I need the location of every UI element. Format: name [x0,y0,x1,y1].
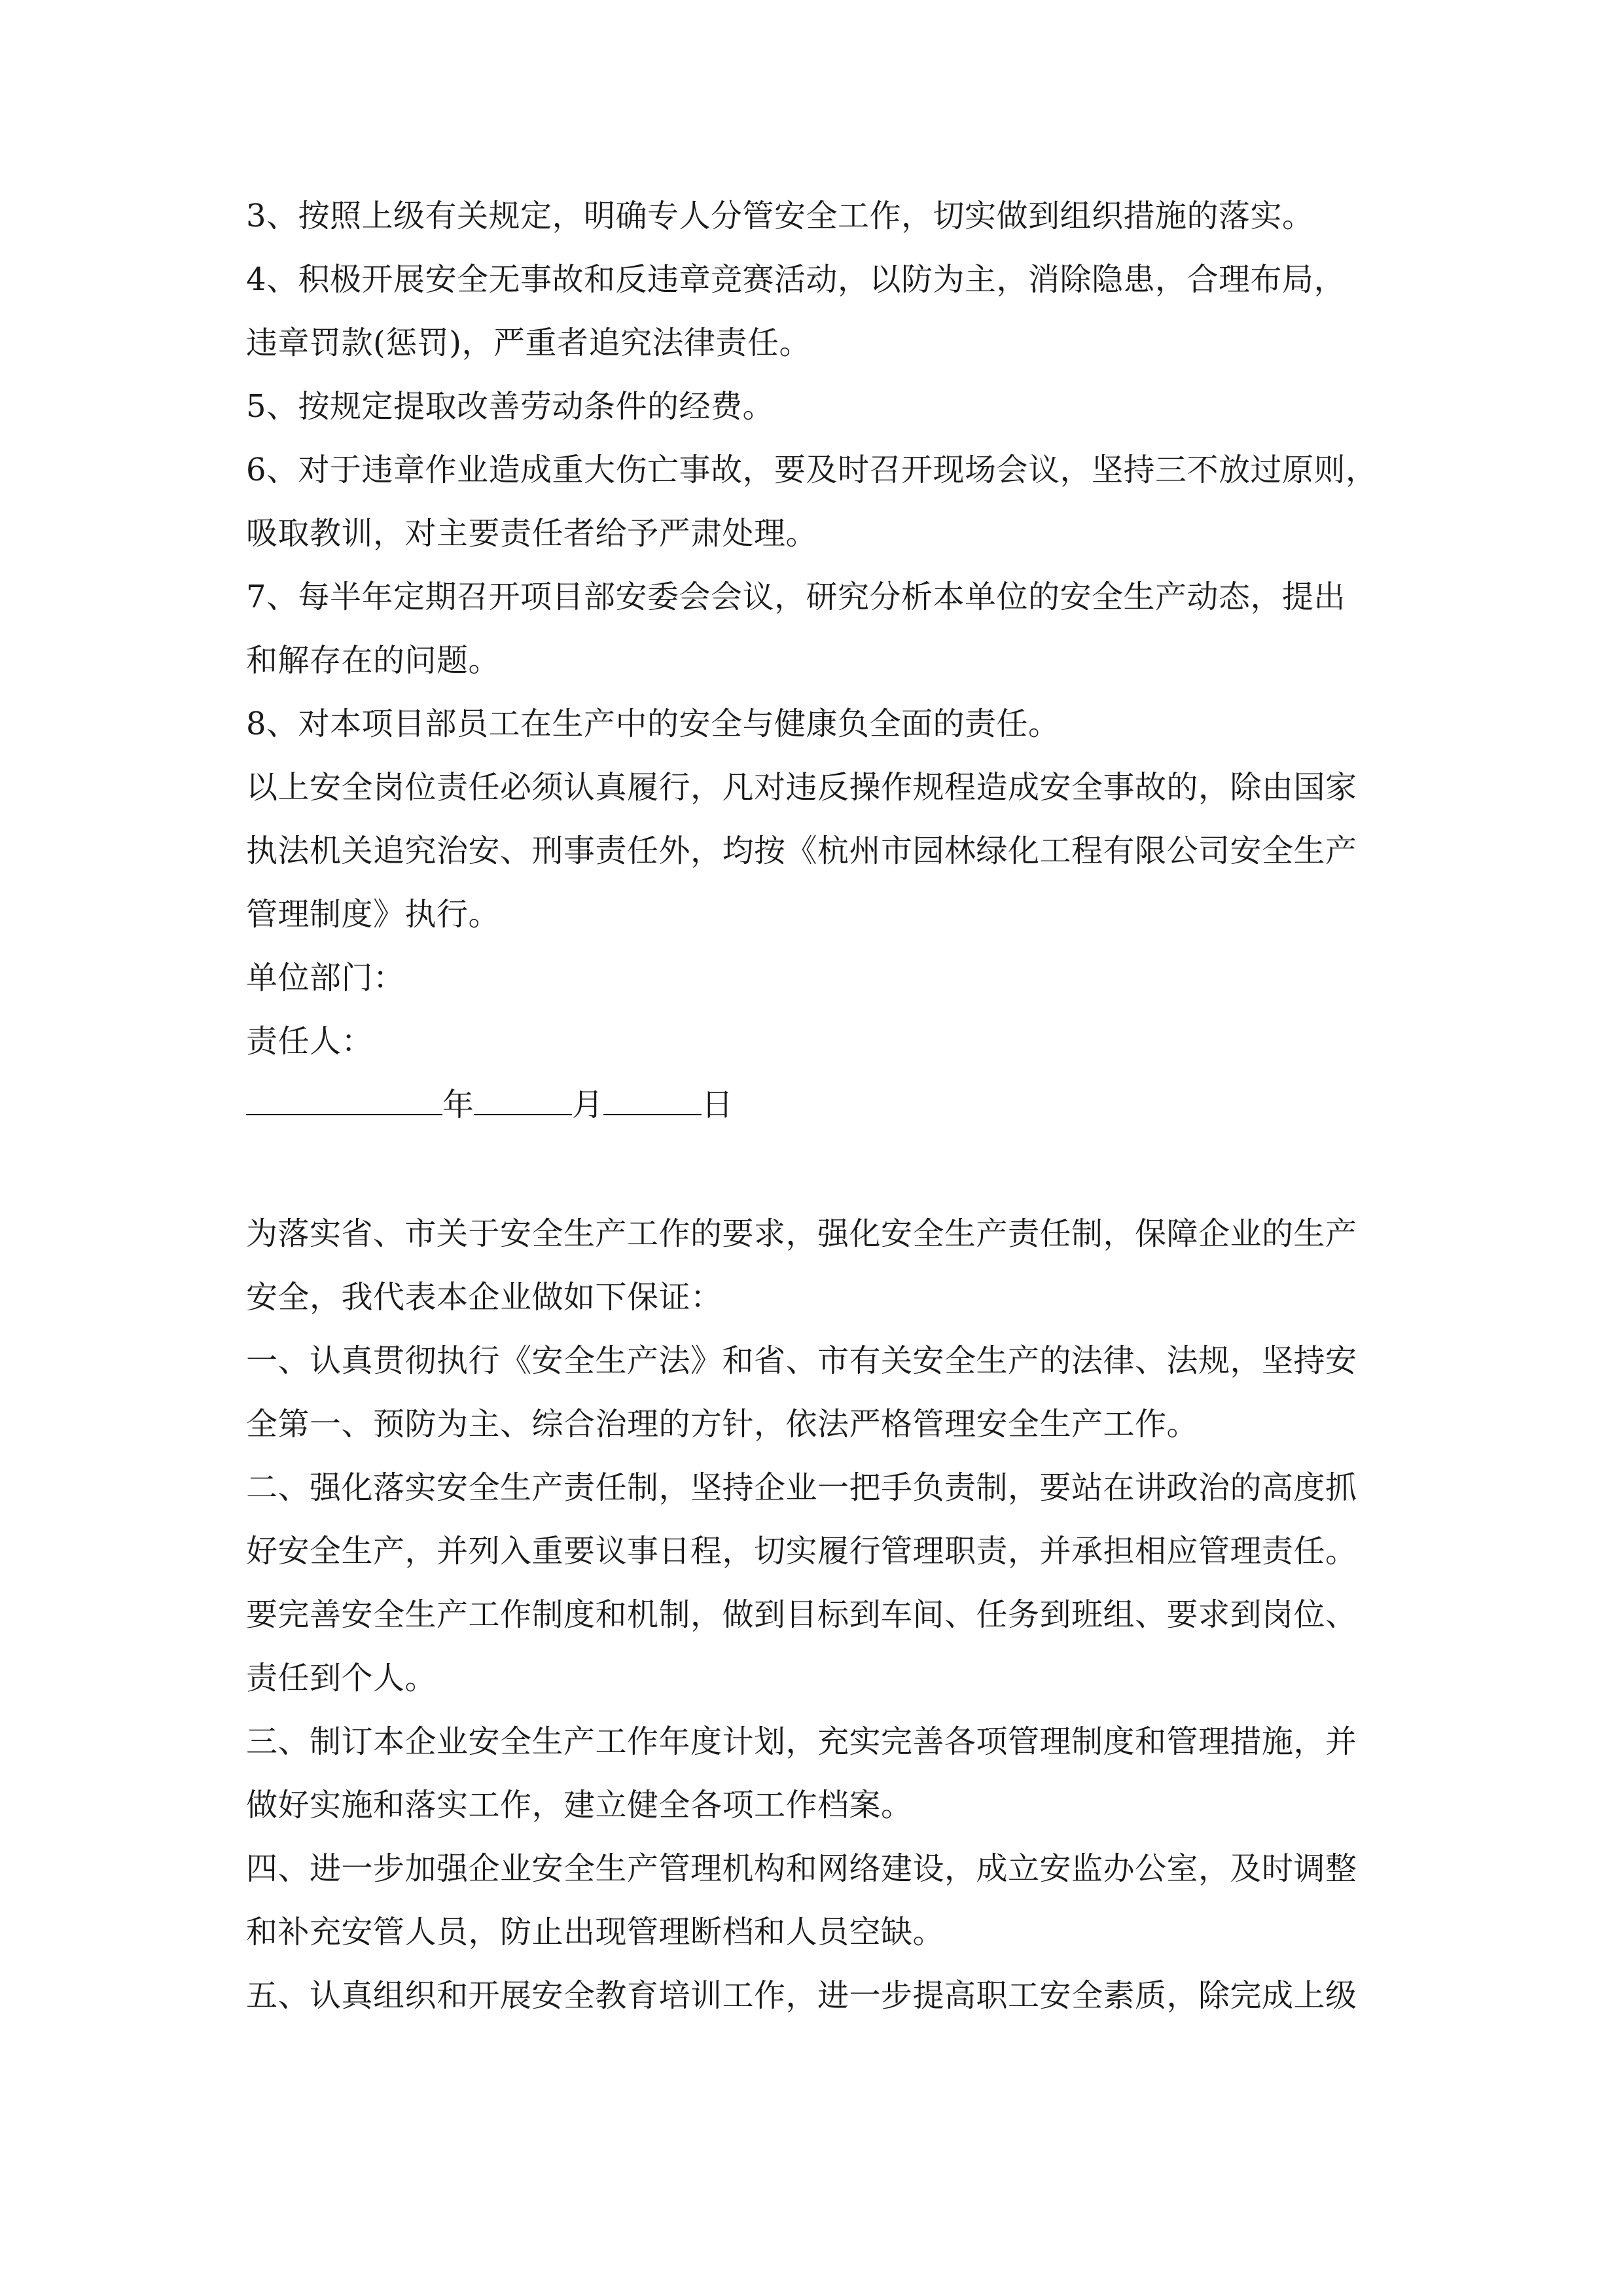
department-label: 单位部门： [246,960,405,996]
text-line: 违章罚款(惩罚)，严重者追究法律责任。 [246,325,811,361]
text-line: 4、积极开展安全无事故和反违章竞赛活动，以防为主，消除隐患，合理布局， [246,261,1346,298]
text-line: 7、每半年定期召开项目部安委会会议，研究分析本单位的安全生产动态，提出 [246,579,1346,615]
text-line: 3、按照上级有关规定，明确专人分管安全工作，切实做到组织措施的落实。 [246,198,1314,234]
text-line: 全第一、预防为主、综合治理的方针，依法严格管理安全生产工作。 [246,1406,1199,1443]
text-line: 以上安全岗位责任必须认真履行，凡对违反操作规程造成安全事故的，除由国家 [246,769,1357,806]
year-blank [246,1085,442,1115]
year-label: 年 [442,1086,474,1123]
text-line: 要完善安全生产工作制度和机制，做到目标到车间、任务到班组、要求到岗位、 [246,1596,1357,1633]
text-line: 一、认真贯彻执行《安全生产法》和省、市有关安全生产的法律、法规，坚持安 [246,1342,1357,1379]
day-label: 日 [702,1086,734,1123]
text-line: 五、认真组织和开展安全教育培训工作，进一步提高职工安全素质，除完成上级 [246,1977,1357,2014]
text-line: 二、强化落实安全生产责任制，坚持企业一把手负责制，要站在讲政治的高度抓 [246,1469,1357,1506]
month-label: 月 [572,1086,604,1123]
month-blank [474,1085,572,1115]
text-line: 三、制订本企业安全生产工作年度计划，充实完善各项管理制度和管理措施，并 [246,1723,1357,1760]
date-line [246,1085,733,1124]
text-line: 5、按规定提取改善劳动条件的经费。 [246,388,775,425]
text-line: 为落实省、市关于安全生产工作的要求，强化安全生产责任制，保障企业的生产 [246,1215,1357,1252]
text-line: 和解存在的问题。 [246,642,501,679]
text-line: 8、对本项目部员工在生产中的安全与健康负全面的责任。 [246,706,1060,742]
day-blank [603,1085,702,1115]
text-line: 责任到个人。 [246,1660,437,1696]
text-line: 好安全生产，并列入重要议事日程，切实履行管理职责，并承担相应管理责任。 [246,1533,1357,1570]
text-line: 和补充安管人员，防止出现管理断档和人员空缺。 [246,1914,945,1950]
text-line: 做好实施和落实工作，建立健全各项工作档案。 [246,1787,913,1823]
text-line: 执法机关追究治安、刑事责任外，均按《杭州市园林绿化工程有限公司安全生产 [246,833,1357,869]
text-line: 四、进一步加强企业安全生产管理机构和网络建设，成立安监办公室，及时调整 [246,1850,1357,1887]
text-line: 管理制度》执行。 [246,896,501,933]
text-line: 吸取教训，对主要责任者给予严肃处理。 [246,515,818,552]
responsible-person-label: 责任人： [246,1023,374,1060]
text-line: 6、对于违章作业造成重大伤亡事故，要及时召开现场会议，坚持三不放过原则， [246,452,1378,488]
text-line: 安全，我代表本企业做如下保证： [246,1279,722,1316]
